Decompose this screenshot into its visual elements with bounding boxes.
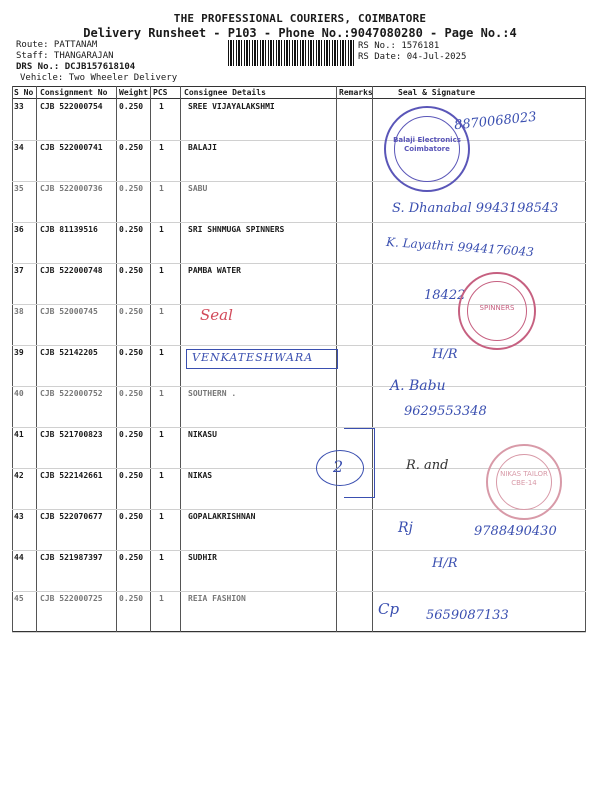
row-weight: 0.250 <box>119 553 144 562</box>
row-consignee: NIKAS <box>188 471 213 480</box>
col-header-sno: S No <box>14 88 34 97</box>
row-consignee: SREE VIJAYALAKSHMI <box>188 102 275 111</box>
row-sno: 41 <box>14 430 24 439</box>
row-pcs: 1 <box>159 266 164 275</box>
handwritten-signature: Cp <box>378 600 400 618</box>
row-pcs: 1 <box>159 225 164 234</box>
row-sno: 45 <box>14 594 24 603</box>
col-header-pcs: PCS <box>153 88 168 97</box>
row-sno: 44 <box>14 553 24 562</box>
row-pcs: 1 <box>159 307 164 316</box>
table-header-rule <box>12 98 586 99</box>
row-consignee: BALAJI <box>188 143 217 152</box>
row-weight: 0.250 <box>119 225 144 234</box>
row-consignee: NIKASU <box>188 430 217 439</box>
row-sno: 33 <box>14 102 24 111</box>
circle-number: 2 <box>333 457 344 476</box>
row-consignee: SRI SHNMUGA SPINNERS <box>188 225 285 234</box>
row-separator <box>12 222 586 223</box>
row-weight: 0.250 <box>119 266 144 275</box>
barcode <box>228 40 354 66</box>
row-separator <box>12 386 586 387</box>
row-pcs: 1 <box>159 389 164 398</box>
row-weight: 0.250 <box>119 143 144 152</box>
row-separator <box>12 550 586 551</box>
stamp-text: Balaji Electronics Coimbatore <box>393 136 461 153</box>
col-header-seal-signature: Seal & Signature <box>398 88 476 97</box>
row-sno: 36 <box>14 225 24 234</box>
vehicle-info: Vehicle: Two Wheeler Delivery <box>20 73 178 83</box>
row-consignment-no: CJB 522000748 <box>40 266 103 275</box>
row-consignment-no: CJB 522070677 <box>40 512 103 521</box>
row-consignee: SUDHIR <box>188 553 217 562</box>
row-consignment-no: CJB 521987397 <box>40 553 103 562</box>
row-pcs: 1 <box>159 184 164 193</box>
row-consignment-no: CJB 522000752 <box>40 389 103 398</box>
handwritten-phone: 9788490430 <box>474 524 557 539</box>
stamp-text: SPINNERS <box>479 304 515 312</box>
handwritten-phone: 5659087133 <box>426 608 509 623</box>
row-pcs: 1 <box>159 430 164 439</box>
row-sno: 37 <box>14 266 24 275</box>
row-weight: 0.250 <box>119 512 144 521</box>
row-weight: 0.250 <box>119 389 144 398</box>
row-separator <box>12 427 586 428</box>
rs-number: RS No.: 1576181 <box>358 41 440 51</box>
row-consignment-no: CJB 522000741 <box>40 143 103 152</box>
row-consignment-no: CJB 522142661 <box>40 471 103 480</box>
handwritten-signature: S. Dhanabal 9943198543 <box>392 201 559 216</box>
row-separator <box>12 140 586 141</box>
table-top-rule <box>12 86 586 87</box>
row-weight: 0.250 <box>119 594 144 603</box>
row-consignee: PAMBA WATER <box>188 266 241 275</box>
handwritten-phone: 9629553348 <box>404 404 487 419</box>
row-consignee: SOUTHERN . <box>188 389 237 398</box>
handwritten-circle <box>316 450 364 486</box>
col-header-consignee: Consignee Details <box>184 88 266 97</box>
row-weight: 0.250 <box>119 430 144 439</box>
row-pcs: 1 <box>159 471 164 480</box>
row-consignee: SABU <box>188 184 208 193</box>
handwritten-hr: H/R <box>432 556 458 571</box>
row-pcs: 1 <box>159 102 164 111</box>
col-header-consignment: Consignment No <box>40 88 108 97</box>
row-pcs: 1 <box>159 143 164 152</box>
stamp-text: NIKAS TAILOR CBE-14 <box>500 470 548 487</box>
runsheet-subtitle: Delivery Runsheet - P103 - Phone No.:9047080280 - Page No.:4 <box>83 26 517 40</box>
rs-date: RS Date: 04-Jul-2025 <box>358 52 467 62</box>
handwritten-number: 18422 <box>424 288 466 303</box>
row-pcs: 1 <box>159 512 164 521</box>
row-sno: 35 <box>14 184 24 193</box>
row-separator <box>12 181 586 182</box>
row-sno: 39 <box>14 348 24 357</box>
row-pcs: 1 <box>159 594 164 603</box>
col-header-weight: Weight <box>119 88 148 97</box>
col-header-remarks: Remarks <box>339 88 373 97</box>
handwritten-signature: A. Babu <box>390 378 446 394</box>
row-separator <box>12 591 586 592</box>
row-weight: 0.250 <box>119 102 144 111</box>
row-weight: 0.250 <box>119 471 144 480</box>
row-sno: 43 <box>14 512 24 521</box>
row-consignee: GOPALAKRISHNAN <box>188 512 256 521</box>
row-consignment-no: CJB 81139516 <box>40 225 98 234</box>
handwritten-phone: 8870068023 <box>453 109 538 134</box>
handwritten-name: VENKATESHWARA <box>192 351 314 364</box>
row-pcs: 1 <box>159 553 164 562</box>
row-consignee: REIA FASHION <box>188 594 246 603</box>
nikas-stamp <box>486 444 562 520</box>
balaji-stamp <box>384 106 470 192</box>
row-separator <box>12 263 586 264</box>
row-consignment-no: CJB 52000745 <box>40 307 98 316</box>
spinners-stamp <box>458 272 536 350</box>
row-consignment-no: CJB 52142205 <box>40 348 98 357</box>
handwritten-signature: K. Layathri 9944176043 <box>385 234 535 260</box>
row-weight: 0.250 <box>119 184 144 193</box>
handwritten-hr: H/R <box>432 347 458 362</box>
row-sno: 42 <box>14 471 24 480</box>
company-title: THE PROFESSIONAL COURIERS, COIMBATORE <box>173 12 427 25</box>
drs-number: DRS No.: DCJB157618104 <box>16 62 136 72</box>
handwritten-mark: Seal <box>200 306 233 324</box>
staff-info: Staff: THANGARAJAN <box>16 51 114 61</box>
row-consignment-no: CJB 521700823 <box>40 430 103 439</box>
row-weight: 0.250 <box>119 348 144 357</box>
row-sno: 34 <box>14 143 24 152</box>
handwritten-signature: R. and <box>406 458 449 473</box>
row-consignment-no: CJB 522000754 <box>40 102 103 111</box>
row-weight: 0.250 <box>119 307 144 316</box>
handwritten-signature: Rj <box>398 520 413 536</box>
row-sno: 40 <box>14 389 24 398</box>
row-separator <box>12 632 586 633</box>
row-sno: 38 <box>14 307 24 316</box>
row-consignment-no: CJB 522000725 <box>40 594 103 603</box>
row-pcs: 1 <box>159 348 164 357</box>
route-info: Route: PATTANAM <box>16 40 98 50</box>
row-consignment-no: CJB 522000736 <box>40 184 103 193</box>
